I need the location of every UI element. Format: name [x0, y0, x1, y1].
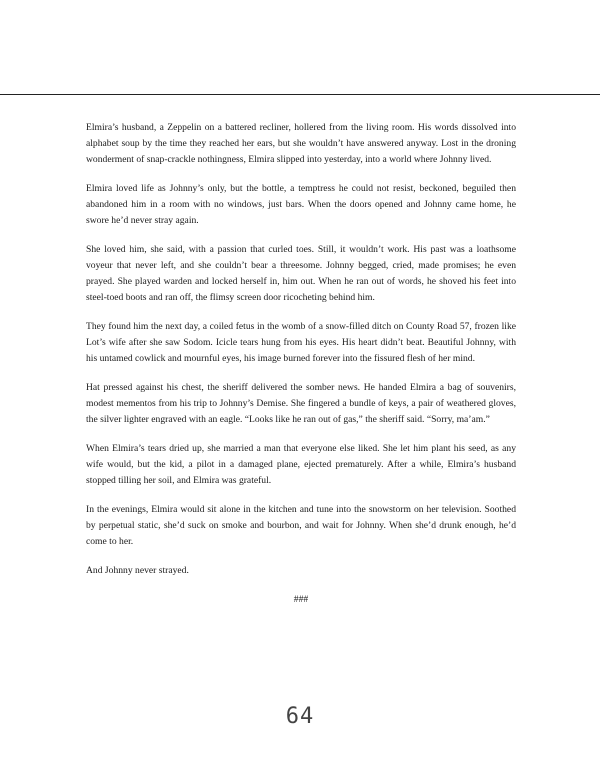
paragraph: Elmira loved life as Johnny’s only, but the bottle, a temptress he could not resist, beckoned, beguiled then abandoned him in a room with no windows, just bars. When the doors opened and Johnny came home, he swore he’d never stray again. — [86, 183, 516, 226]
paragraph: Elmira’s husband, a Zeppelin on a battered recliner, hollered from the living room. His words dissolved into alphabet soup by the time they reached her ears, but she wouldn’t have answered anyway. Lost in the droning wonderment of snap-crackle nothingness, Elmira slipped into yesterday, into a world where Johnny lived. — [86, 122, 516, 165]
header-rule — [0, 94, 600, 95]
story-body — [86, 120, 516, 608]
paragraph: When Elmira’s tears dried up, she married a man that everyone else liked. She let him plant his seed, as any wife would, but the kid, a pilot in a damaged plane, ejected prematurely. After a while, Elmira’s husband stopped tilling her soil, and Elmira was grateful. — [86, 443, 516, 486]
paragraph: And Johnny never strayed. — [86, 565, 189, 576]
section-separator: ### — [293, 594, 309, 605]
paragraph: They found him the next day, a coiled fetus in the womb of a snow-filled ditch on County Road 57, frozen like Lot’s wife after she saw Sodom. Icicle tears hung from his eyes. His heart didn’t beat. Beautiful Johnny, with his untamed cowlick and mournful eyes, his image burned forever into the fissured flesh of her mind. — [86, 321, 516, 364]
paragraph: She loved him, she said, with a passion that curled toes. Still, it wouldn’t work. His past was a loathsome voyeur that never left, and she couldn’t bear a threesome. Johnny begged, cried, made promises; he even prayed. She played warden and locked herself in, him out. When he ran out of words, he shoved his feet into steel-toed boots and ran off, the flimsy screen door ricocheting behind him. — [86, 244, 516, 303]
paragraph: Hat pressed against his chest, the sheriff delivered the somber news. He handed Elmira a bag of souvenirs, modest mementos from his trip to Johnny’s Demise. She fingered a bundle of keys, a pair of weathered gloves, the silver lighter engraved with an eagle. “Looks like he ran out of gas,” the sheriff said. “Sorry, ma’am.” — [86, 382, 516, 425]
paragraph: In the evenings, Elmira would sit alone in the kitchen and tune into the snowstorm on her television. Soothed by perpetual static, she’d suck on smoke and bourbon, and wait for Johnny. When she’d drunk enough, he’d come to her. — [86, 504, 516, 547]
page-number: 64 — [285, 704, 315, 729]
